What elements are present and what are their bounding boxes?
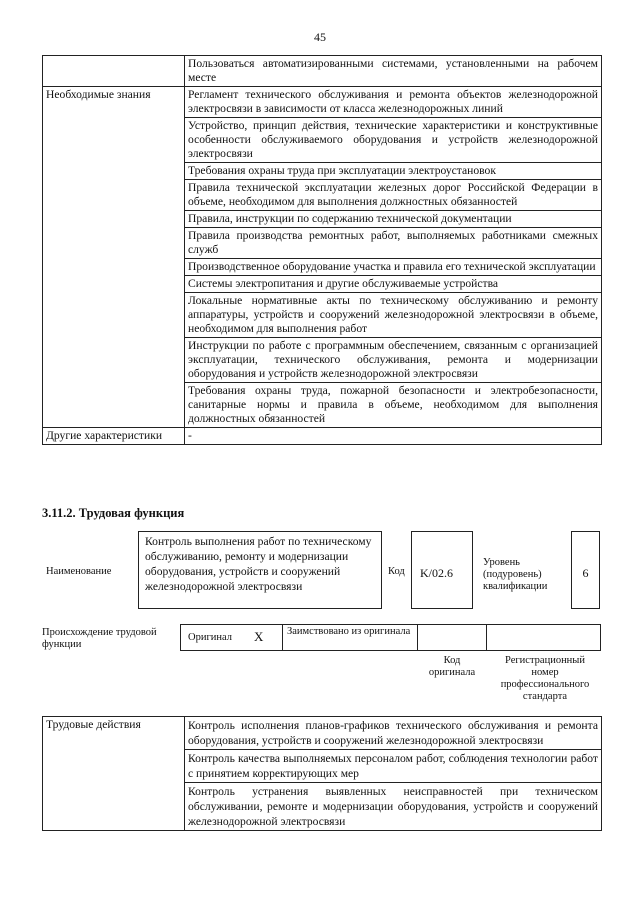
table-cell: Контроль качества выполняемых персоналом работ, соблюдения технологии работ с принятием корректирующих мер (185, 750, 602, 783)
code-caption: Код оригинала (428, 655, 476, 678)
table-cell: Инструкции по работе с программным обеспечением, связанным с организацией эксплуатации, технического обслуживания, ремонта и модернизации оборудования и устройств железнодорожной электросвязи (185, 338, 602, 383)
code-label: Код (388, 566, 405, 577)
knowledge-table (42, 55, 602, 445)
original-label: Оригинал (188, 632, 232, 643)
origin-divider (282, 624, 283, 651)
name-label: Наименование (46, 566, 112, 577)
table-cell: Требования охраны труда, пожарной безопасности и электробезопасности, санитарные нормы и правила в объеме, необходимом для выполнения должностных обязанностей (185, 383, 602, 428)
table-cell: Пользоваться автоматизированными системами, установленными на рабочем месте (185, 56, 602, 87)
page-number: 45 (314, 30, 326, 44)
name-value-box (138, 531, 382, 609)
original-mark: X (254, 629, 264, 644)
origin-divider (417, 624, 418, 651)
level-value: 6 (582, 566, 589, 580)
table-cell: Производственное оборудование участка и правила его технической эксплуатации (185, 259, 602, 276)
table-cell: Контроль устранения выявленных неисправностей при техническом обслуживании, ремонте и модернизации оборудования, устройств и сооружений железнодорожной электросвязи (185, 783, 602, 831)
borrowed-label: Заимствовано из оригинала (287, 626, 411, 637)
table-cell: Правила, инструкции по содержанию технической документации (185, 211, 602, 228)
table-row (43, 428, 602, 445)
table-cell (43, 56, 185, 87)
level-label: Уровень (подуровень) квалификации (483, 557, 548, 592)
code-value-box (411, 531, 473, 609)
knowledge-label: Необходимые знания (43, 87, 185, 428)
code-value: K/02.6 (420, 566, 453, 580)
table-cell: Правила производства ремонтных работ, выполняемых работниками смежных служб (185, 228, 602, 259)
table-cell: Локальные нормативные акты по техническому обслуживанию и ремонту аппаратуры, устройств и сооружений железнодорожной электросвязи в объеме, необходимом для выполнения работ (185, 293, 602, 338)
actions-table (42, 716, 602, 831)
level-value-box (571, 531, 600, 609)
table-cell: Требования охраны труда при эксплуатации электроустановок (185, 163, 602, 180)
table-cell: Контроль исполнения планов-графиков технического обслуживания и ремонта оборудования, устройств и сооружений железнодорожной электросвязи (185, 717, 602, 750)
name-value: Контроль выполнения работ по техническому обслуживанию, ремонту и модернизации оборудования, устройств и сооружений железнодорожной электросвязи (145, 535, 372, 593)
table-row (43, 717, 602, 750)
origin-divider (486, 624, 487, 651)
table-row (43, 56, 602, 87)
other-value: - (185, 428, 602, 445)
other-label: Другие характеристики (43, 428, 185, 445)
table-cell: Системы электропитания и другие обслуживаемые устройства (185, 276, 602, 293)
reg-caption: Регистрационный номер профессионального стандарта (500, 655, 590, 702)
table-row (43, 87, 602, 118)
table-cell: Правила технической эксплуатации железных дорог Российской Федерации в объеме, необходимом для выполнения должностных обязанностей (185, 180, 602, 211)
actions-label: Трудовые действия (43, 717, 185, 831)
table-cell: Устройство, принцип действия, технические характеристики и конструктивные особенности обслуживаемого оборудования и устройств железнодорожной электросвязи (185, 118, 602, 163)
origin-label: Происхождение трудовой функции (42, 627, 157, 650)
table-cell: Регламент технического обслуживания и ремонта объектов железнодорожной электросвязи в зависимости от класса железнодорожных линий (185, 87, 602, 118)
section-heading: 3.11.2. Трудовая функция (42, 506, 185, 520)
